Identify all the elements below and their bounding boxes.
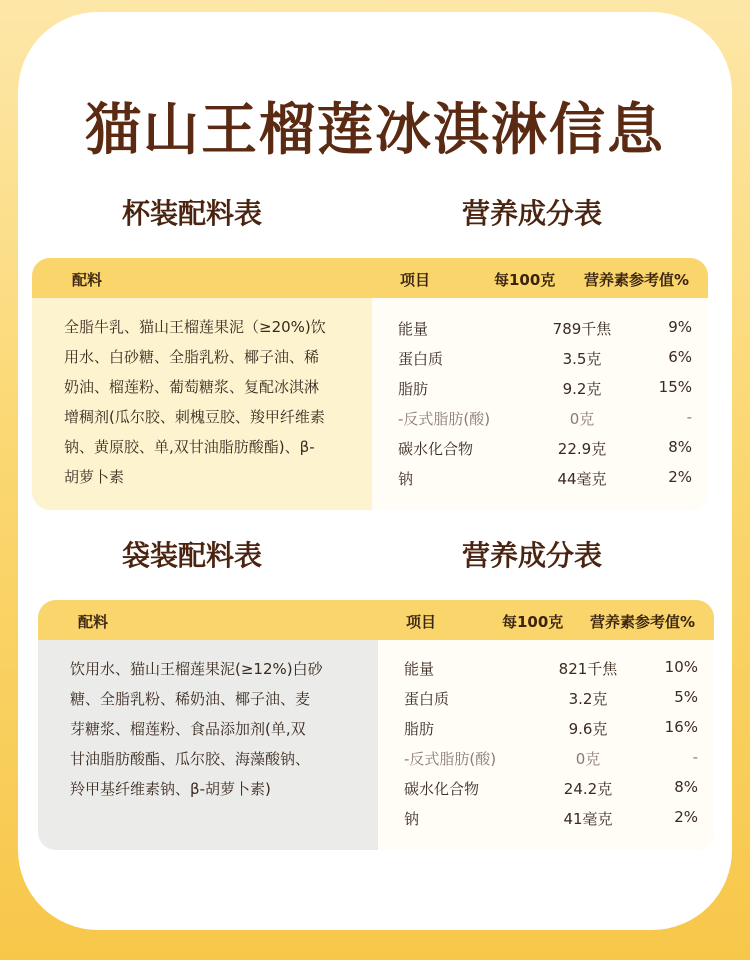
cup-nutrition-table (372, 298, 708, 510)
nutrient-nrv: 15% (658, 378, 692, 396)
bag-header-nrv: 营养素参考值% (590, 613, 696, 631)
nutrient-name: 蛋白质 (404, 690, 450, 708)
nutrient-name: 脂肪 (404, 720, 435, 738)
cup-ingredients-line: 用水、白砂糖、全脂乳粉、椰子油、稀 (64, 348, 320, 366)
nutrient-nrv: 16% (664, 718, 698, 736)
nutrient-value: 0克 (569, 410, 595, 428)
cup-ingredients-line: 钠、黄原胶、单,双甘油脂肪酸酯)、β- (64, 438, 315, 456)
cup-ingredients (32, 298, 372, 510)
nutrient-name: 能量 (404, 660, 435, 678)
nutrient-nrv: 9% (668, 318, 692, 336)
bag-ingredients-line: 芽糖浆、榴莲粉、食品添加剂(单,双 (70, 720, 306, 738)
nutrient-value: 789千焦 (552, 320, 612, 338)
cup-header-per100: 每100克 (494, 271, 556, 289)
nutrient-value: 24.2克 (563, 780, 613, 798)
cup-ingredients-heading: 杯装配料表 (122, 197, 263, 230)
nutrient-value: 22.9克 (557, 440, 607, 458)
nutrient-name: 蛋白质 (398, 350, 444, 368)
table-row (378, 802, 714, 832)
nutrient-nrv: - (692, 748, 698, 766)
table-row (372, 372, 708, 402)
cup-info-panel (32, 258, 708, 510)
bag-nutrition-table (378, 640, 714, 850)
bag-ingredients-line: 甘油脂肪酸酯、瓜尔胶、海藻酸钠、 (70, 750, 311, 768)
cup-header-item: 项目 (400, 271, 431, 289)
nutrient-nrv: 5% (674, 688, 698, 706)
table-row (378, 712, 714, 742)
bag-ingredients-line: 羚甲基纤维素钠、β-胡萝卜素) (70, 780, 271, 798)
bag-header-ingredients: 配料 (78, 613, 109, 631)
table-row (372, 432, 708, 462)
bag-header-per100: 每100克 (502, 613, 564, 631)
nutrient-name: 碳水化合物 (398, 440, 474, 458)
nutrient-nrv: 6% (668, 348, 692, 366)
cup-header-ingredients: 配料 (72, 271, 103, 289)
page-title: 猫山王榴莲冰淇淋信息 (85, 98, 665, 163)
cup-ingredients-text (64, 312, 364, 492)
cup-ingredients-line: 奶油、榴莲粉、葡萄糖浆、复配冰淇淋 (64, 378, 320, 396)
bag-nutrition-heading: 营养成分表 (462, 539, 603, 572)
nutrient-nrv: 2% (674, 808, 698, 826)
table-row (378, 772, 714, 802)
cup-ingredients-line: 全脂牛乳、猫山王榴莲果泥（≥20%)饮 (64, 318, 326, 336)
table-row (372, 312, 708, 342)
nutrient-name: 脂肪 (398, 380, 429, 398)
nutrient-value: 3.5克 (562, 350, 602, 368)
bag-ingredients (38, 640, 378, 850)
cup-nutrition-heading: 营养成分表 (462, 197, 603, 230)
nutrient-name: 碳水化合物 (404, 780, 480, 798)
nutrient-value: 821千焦 (558, 660, 618, 678)
nutrient-name: -反式脂肪(酸) (398, 410, 491, 428)
bag-ingredients-heading: 袋装配料表 (122, 539, 263, 572)
cup-panel-header (32, 258, 708, 298)
cup-header-nrv: 营养素参考值% (584, 271, 690, 289)
nutrient-nrv: 2% (668, 468, 692, 486)
table-row (372, 462, 708, 492)
nutrient-value: 3.2克 (568, 690, 608, 708)
nutrient-name: -反式脂肪(酸) (404, 750, 497, 768)
bag-ingredients-text (70, 654, 370, 804)
nutrient-value: 9.6克 (568, 720, 608, 738)
nutrient-value: 9.2克 (562, 380, 602, 398)
bag-info-panel (38, 600, 714, 850)
nutrient-nrv: 10% (664, 658, 698, 676)
table-row (378, 742, 714, 772)
nutrient-name: 钠 (398, 470, 414, 488)
table-row (378, 652, 714, 682)
cup-ingredients-line: 胡萝卜素 (64, 468, 125, 486)
table-row (372, 402, 708, 432)
nutrient-name: 能量 (398, 320, 429, 338)
nutrient-value: 0克 (575, 750, 601, 768)
nutrient-nrv: 8% (674, 778, 698, 796)
nutrient-value: 44毫克 (557, 470, 607, 488)
nutrient-nrv: - (686, 408, 692, 426)
table-row (372, 342, 708, 372)
cup-ingredients-line: 增稠剂(瓜尔胶、刺槐豆胶、羧甲纤维素 (64, 408, 325, 426)
bag-ingredients-line: 饮用水、猫山王榴莲果泥(≥12%)白砂 (70, 660, 323, 678)
bag-header-item: 项目 (406, 613, 437, 631)
nutrient-value: 41毫克 (563, 810, 613, 828)
bag-ingredients-line: 糖、全脂乳粉、稀奶油、椰子油、麦 (70, 690, 311, 708)
nutrient-nrv: 8% (668, 438, 692, 456)
nutrient-name: 钠 (404, 810, 420, 828)
table-row (378, 682, 714, 712)
bag-panel-header (38, 600, 714, 640)
